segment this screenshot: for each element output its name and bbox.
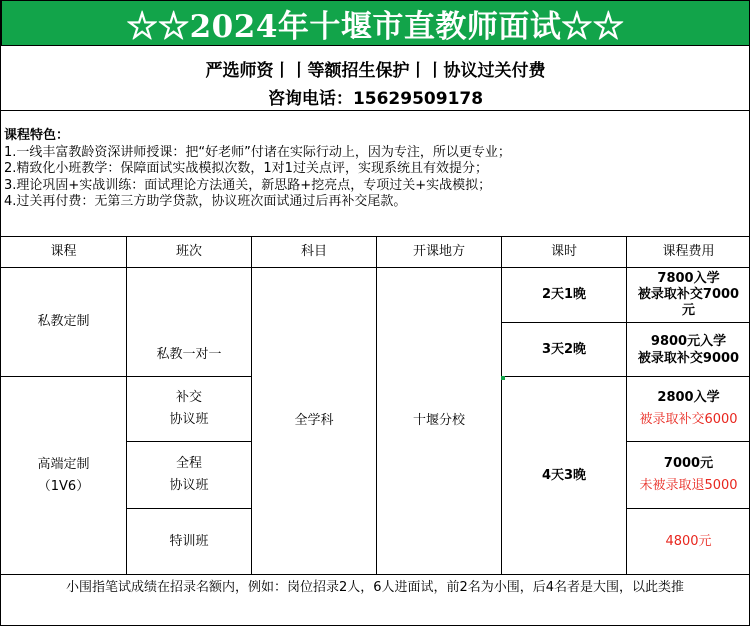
feature-item: 3.理论巩固+实战训练：面试理论方法通关，新思路+挖亮点，专项过关+实战模拟； xyxy=(4,177,492,193)
fee-1-line3: 元 xyxy=(681,303,695,318)
fee-2-line2: 被录取补交9000 xyxy=(637,350,740,366)
page-title: ☆☆2024年十堰市直教师面试☆☆ xyxy=(1,0,750,46)
course-premium-size: （1V6） xyxy=(37,478,90,494)
fee-4 xyxy=(627,442,750,508)
features-title: 课程特色： xyxy=(4,128,70,143)
fee-2 xyxy=(627,323,750,376)
class-quancheng-line1: 全程 xyxy=(175,456,202,471)
fee-1 xyxy=(627,268,750,322)
hours-3: 4天3晚 xyxy=(541,467,587,483)
course-premium-name: 高端定制 xyxy=(37,456,90,472)
subject-cell: 全学科 xyxy=(294,413,334,428)
consult-phone[interactable]: 15629509178 xyxy=(352,89,484,109)
header-subject: 科目 xyxy=(300,244,327,259)
class-1v1: 私教一对一 xyxy=(156,346,222,362)
course-premium xyxy=(1,377,126,574)
class-quancheng-line2: 协议班 xyxy=(169,478,209,493)
header-course: 课程 xyxy=(50,244,77,259)
slogan: 严选师资丨丨等额招生保护丨丨协议过关付费 xyxy=(205,61,546,81)
feature-item: 2.精致化小班教学：保障面试实战模拟次数，1对1过关点评，实现系统且有效提分； xyxy=(4,161,488,176)
hours-2: 3天2晚 xyxy=(541,341,587,357)
header-hours: 课时 xyxy=(550,244,577,259)
footnote: 小围指笔试成绩在招录名额内，例如：岗位招录2人，6人进面试，前2名为小围，后4名者是大围，以此类推 xyxy=(65,580,685,595)
fee-3-line2: 被录取补交6000 xyxy=(639,412,738,427)
fee-4-line2: 未被录取退5000 xyxy=(639,478,738,493)
consult-label: 咨询电话： xyxy=(267,89,353,109)
divider xyxy=(1,110,750,111)
fee-3 xyxy=(627,377,750,441)
feature-item: 4.过关再付费：无第三方助学贷款，协议班次面试通过后再补交尾款。 xyxy=(4,194,407,209)
hours-1: 2天1晚 xyxy=(541,287,587,302)
class-texun: 特训班 xyxy=(169,533,209,549)
fee-1-line1: 7800入学 xyxy=(657,271,720,286)
location-cell: 十堰分校 xyxy=(412,413,465,428)
class-buji-line1: 补交 xyxy=(175,390,202,405)
course-private: 私教定制 xyxy=(37,314,90,329)
fee-2-line1: 9800元入学 xyxy=(650,333,727,349)
header-class: 班次 xyxy=(175,244,202,259)
class-quancheng xyxy=(127,442,251,508)
consult-line xyxy=(1,84,750,109)
course-features xyxy=(4,128,744,211)
fee-1-line2: 被录取补交7000 xyxy=(637,287,740,302)
class-buji xyxy=(127,377,251,441)
fee-5: 4800元 xyxy=(665,533,712,549)
fee-4-line1: 7000元 xyxy=(663,456,714,471)
table-rule xyxy=(1,574,750,575)
class-buji-line2: 协议班 xyxy=(169,412,209,427)
header-fee: 课程费用 xyxy=(662,244,715,259)
fee-3-line1: 2800入学 xyxy=(657,390,720,405)
header-location: 开课地方 xyxy=(412,244,465,259)
feature-item: 1.一线丰富教龄资深讲师授课：把“好老师”付诸在实际行动上，因为专注，所以更专业； xyxy=(4,144,511,160)
